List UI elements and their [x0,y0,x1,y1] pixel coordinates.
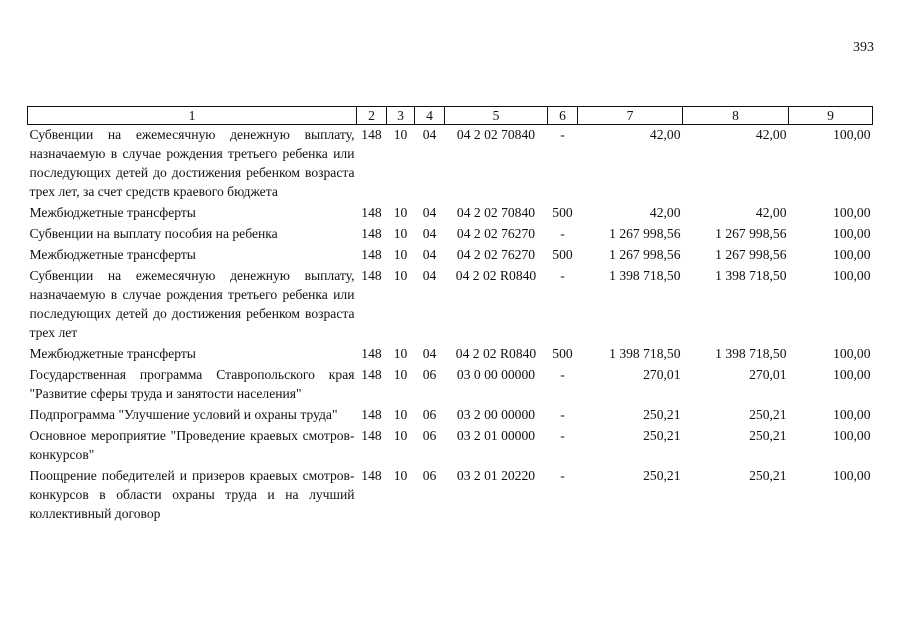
row-col-9: 100,00 [833,367,871,382]
row-name: Межбюджетные трансферты [29,346,196,361]
row-name: Подпрограмма "Улучшение условий и охраны труда" [29,407,338,422]
row-col-7: 1 267 998,56 [609,247,681,262]
row-col-7: 250,21 [643,468,681,483]
row-col-4: 06 [422,468,437,483]
row-col-2: 148 [361,268,382,283]
row-col-3: 10 [393,468,408,483]
row-col-7: 1 398 718,50 [609,346,681,361]
row-col-6: 500 [552,346,573,361]
row-name: Субвенции на ежемесячную денежную выплату, назначаемую в случае рождения третьего ребенка или последующих детей до достижения ребенком возраста трех лет [29,268,355,340]
row-col-7: 250,21 [643,407,681,422]
row-col-3: 10 [393,247,408,262]
row-col-8: 270,01 [749,367,787,382]
row-col-4: 04 [422,346,437,361]
table-row [28,266,873,344]
row-col-5: 04 2 02 70840 [456,205,536,220]
row-col-8: 1 267 998,56 [715,247,787,262]
row-col-5: 03 2 01 00000 [456,428,536,443]
row-col-4: 06 [422,428,437,443]
row-col-3: 10 [393,367,408,382]
row-col-8: 1 267 998,56 [715,226,787,241]
row-col-8: 1 398 718,50 [715,346,787,361]
column-header-5: 5 [445,107,548,125]
column-header-9: 9 [789,107,873,125]
row-col-5: 04 2 02 76270 [456,226,536,241]
row-name: Государственная программа Ставропольского края "Развитие сферы труда и занятости населения" [29,367,355,401]
column-header-7: 7 [578,107,683,125]
row-col-9: 100,00 [833,268,871,283]
row-col-2: 148 [361,367,382,382]
row-col-6: - [560,428,565,443]
row-col-6: 500 [552,247,573,262]
row-col-2: 148 [361,407,382,422]
row-col-8: 250,21 [749,468,787,483]
table-row [28,224,873,245]
row-name: Субвенции на выплату пособия на ребенка [29,226,278,241]
row-col-9: 100,00 [833,247,871,262]
row-col-9: 100,00 [833,428,871,443]
row-col-7: 270,01 [643,367,681,382]
table-header [28,107,873,125]
row-col-3: 10 [393,205,408,220]
row-col-6: - [560,268,565,283]
column-header-4: 4 [415,107,445,125]
table-body [28,125,873,526]
row-col-8: 42,00 [755,127,787,142]
row-col-8: 1 398 718,50 [715,268,787,283]
row-col-9: 100,00 [833,468,871,483]
row-col-7: 42,00 [649,205,681,220]
column-header-6: 6 [548,107,578,125]
column-header-8: 8 [683,107,789,125]
row-col-5: 03 0 00 00000 [456,367,536,382]
row-col-9: 100,00 [833,127,871,142]
row-col-7: 42,00 [649,127,681,142]
row-col-7: 1 398 718,50 [609,268,681,283]
row-name: Основное мероприятие "Проведение краевых смотров-конкурсов" [29,428,355,462]
row-col-9: 100,00 [833,226,871,241]
row-name: Межбюджетные трансферты [29,205,196,220]
row-col-4: 04 [422,268,437,283]
row-col-6: 500 [552,205,573,220]
column-header-2: 2 [357,107,387,125]
column-header-1: 1 [28,107,357,125]
table-row [28,203,873,224]
row-col-6: - [560,127,565,142]
row-col-5: 04 2 02 76270 [456,247,536,262]
row-col-6: - [560,367,565,382]
row-col-9: 100,00 [833,407,871,422]
table-row [28,466,873,525]
table-row [28,365,873,405]
row-col-2: 148 [361,127,382,142]
row-col-6: - [560,468,565,483]
row-col-2: 148 [361,205,382,220]
row-col-4: 04 [422,205,437,220]
row-col-7: 1 267 998,56 [609,226,681,241]
row-name: Поощрение победителей и призеров краевых смотров-конкурсов в области охраны труда и на лучший коллективный договор [29,468,355,521]
row-col-2: 148 [361,247,382,262]
row-col-6: - [560,407,565,422]
row-col-5: 03 2 01 20220 [456,468,536,483]
row-col-3: 10 [393,226,408,241]
row-col-3: 10 [393,127,408,142]
table-row [28,426,873,466]
row-col-9: 100,00 [833,346,871,361]
row-col-5: 04 2 02 70840 [456,127,536,142]
row-col-2: 148 [361,428,382,443]
row-col-8: 42,00 [755,205,787,220]
row-col-4: 04 [422,127,437,142]
row-name: Субвенции на ежемесячную денежную выплату, назначаемую в случае рождения третьего ребенка или последующих детей до достижения ребенком возраста трех лет, за счет средств краевого бюджета [29,127,355,199]
row-col-9: 100,00 [833,205,871,220]
row-col-3: 10 [393,268,408,283]
row-col-6: - [560,226,565,241]
row-col-3: 10 [393,407,408,422]
row-col-4: 06 [422,367,437,382]
row-col-8: 250,21 [749,428,787,443]
row-col-3: 10 [393,346,408,361]
row-col-5: 04 2 02 R0840 [455,346,537,361]
row-col-5: 03 2 00 00000 [456,407,536,422]
row-col-2: 148 [361,346,382,361]
table-row [28,125,873,204]
row-col-4: 04 [422,247,437,262]
row-col-4: 06 [422,407,437,422]
page-number: 393 [853,40,874,55]
budget-table [27,106,873,525]
table-row [28,405,873,426]
row-col-3: 10 [393,428,408,443]
table-row [28,344,873,365]
row-col-7: 250,21 [643,428,681,443]
row-col-8: 250,21 [749,407,787,422]
row-col-4: 04 [422,226,437,241]
row-col-2: 148 [361,468,382,483]
row-col-2: 148 [361,226,382,241]
column-header-3: 3 [387,107,415,125]
row-col-5: 04 2 02 R0840 [455,268,537,283]
table-row [28,245,873,266]
row-name: Межбюджетные трансферты [29,247,196,262]
